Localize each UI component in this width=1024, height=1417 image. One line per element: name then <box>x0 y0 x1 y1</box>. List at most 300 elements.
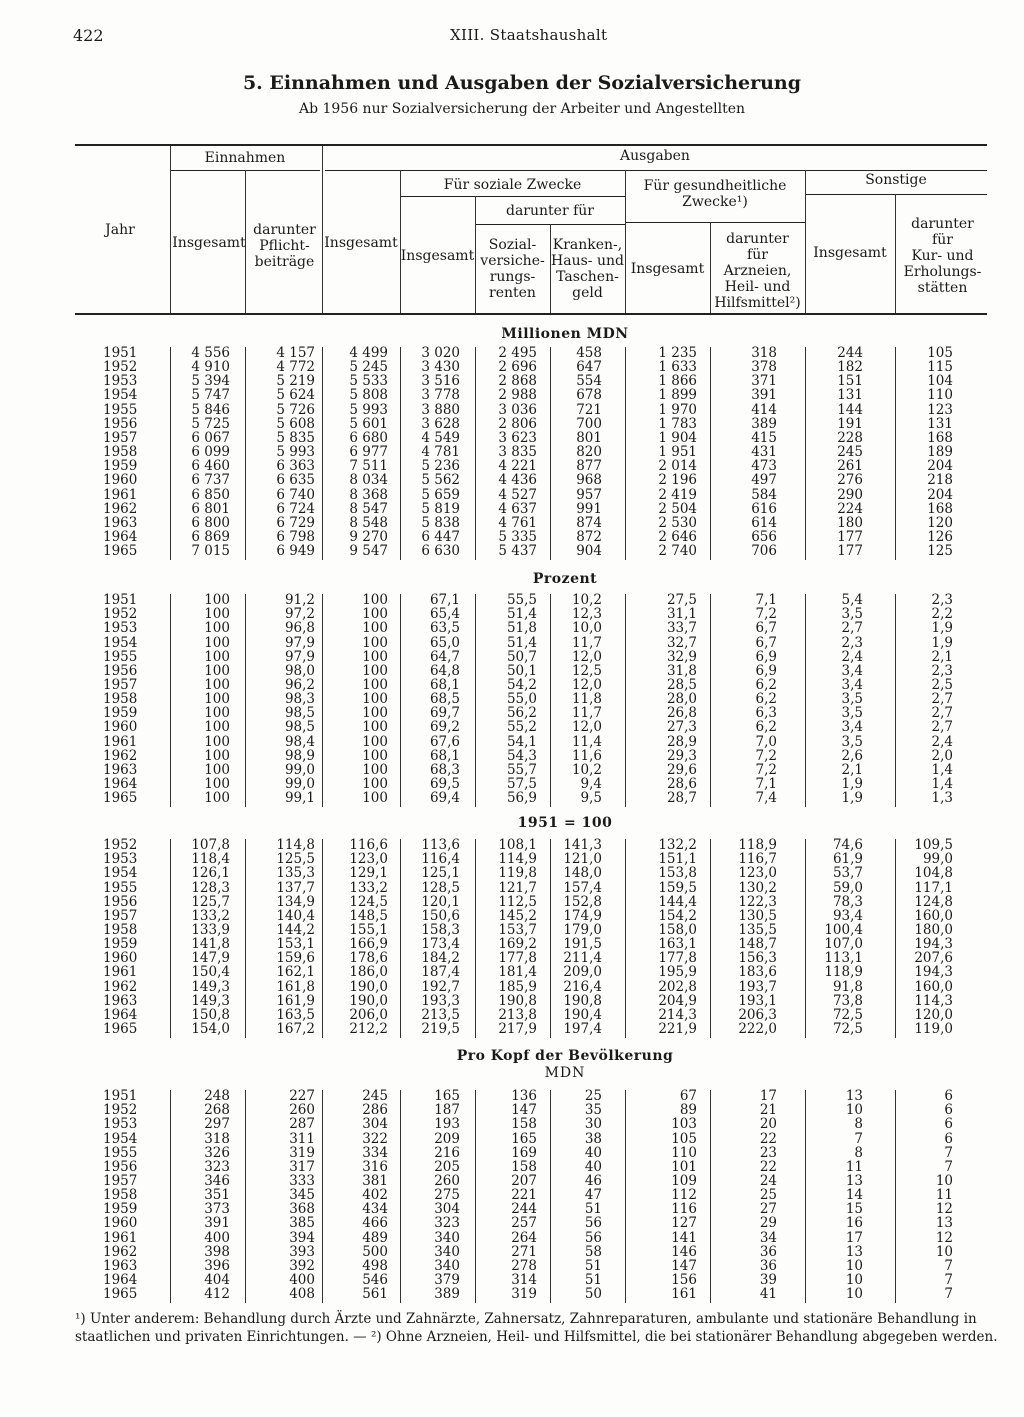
value-cell: 6 729 <box>276 514 315 531</box>
value-cell: 157,4 <box>563 879 602 896</box>
value-cell: 148,5 <box>349 907 388 924</box>
value-cell: 150,6 <box>421 907 460 924</box>
value-cell: 55,2 <box>506 719 537 736</box>
rule-ausgaben <box>325 170 987 171</box>
value-cell: 51,8 <box>506 620 537 637</box>
value-cell: 57,5 <box>506 776 537 792</box>
value-cell: 153,1 <box>276 936 315 952</box>
value-cell: 6,2 <box>755 719 777 736</box>
value-cell: 297 <box>204 1116 230 1133</box>
value-cell: 190,0 <box>349 992 388 1009</box>
value-cell: 346 <box>204 1172 230 1189</box>
value-cell: 8 548 <box>349 514 388 531</box>
value-cell: 3 516 <box>421 373 460 390</box>
value-cell: 100 <box>204 747 230 764</box>
value-cell: 150,4 <box>191 964 230 981</box>
table-row <box>0 735 1024 749</box>
value-cell: 498 <box>362 1257 388 1274</box>
value-cell: 389 <box>751 415 777 432</box>
value-cell: 98,9 <box>284 747 315 764</box>
value-cell: 165 <box>511 1130 537 1147</box>
value-cell: 216,4 <box>563 978 602 995</box>
value-cell: 119,8 <box>498 865 537 882</box>
value-cell: 69,5 <box>429 776 460 792</box>
value-cell: 119,0 <box>914 1021 953 1037</box>
value-cell: 100 <box>204 648 230 665</box>
value-cell: 6 800 <box>191 514 230 531</box>
value-cell: 40 <box>584 1158 602 1175</box>
value-cell: 61,9 <box>832 851 863 868</box>
value-cell: 120,0 <box>914 1006 953 1023</box>
value-cell: 27,3 <box>666 719 697 736</box>
year-cell: 1962 <box>103 747 138 764</box>
value-cell: 177 <box>837 543 863 560</box>
value-cell: 100 <box>362 676 388 693</box>
value-cell: 63,5 <box>429 620 460 637</box>
year-cell: 1959 <box>103 458 138 475</box>
year-cell: 1960 <box>103 719 138 736</box>
value-cell: 105 <box>927 345 953 361</box>
value-cell: 183,6 <box>738 964 777 981</box>
table-row <box>0 664 1024 678</box>
value-cell: 614 <box>751 514 777 531</box>
value-cell: 190,8 <box>498 992 537 1009</box>
section-label: Millionen MDN <box>501 326 629 342</box>
value-cell: 213,8 <box>498 1006 537 1023</box>
header-ausgaben: Ausgaben <box>620 148 690 164</box>
value-cell: 209 <box>434 1130 460 1147</box>
value-cell: 394 <box>289 1229 315 1246</box>
value-cell: 174,9 <box>563 907 602 924</box>
year-cell: 1965 <box>103 543 138 560</box>
value-cell: 144,4 <box>658 893 697 910</box>
value-cell: 10,2 <box>571 761 602 778</box>
value-cell: 2,3 <box>931 662 953 679</box>
table-row <box>0 937 1024 951</box>
value-cell: 402 <box>362 1187 388 1203</box>
value-cell: 5 335 <box>498 529 537 545</box>
rule-soziale <box>400 196 625 197</box>
value-cell: 134,9 <box>276 893 315 910</box>
value-cell: 54,3 <box>506 747 537 764</box>
table-row <box>0 923 1024 937</box>
year-cell: 1960 <box>103 950 138 967</box>
section-label: Pro Kopf der Bevölkerung <box>456 1048 674 1064</box>
value-cell: 191 <box>837 415 863 432</box>
value-cell: 158 <box>511 1116 537 1133</box>
value-cell: 107,0 <box>824 936 863 952</box>
value-cell: 212,2 <box>349 1021 388 1037</box>
value-cell: 5 236 <box>421 458 460 475</box>
value-cell: 326 <box>204 1144 230 1161</box>
value-cell: 39 <box>759 1272 777 1288</box>
year-cell: 1955 <box>103 648 138 665</box>
value-cell: 116,4 <box>421 851 460 868</box>
header-pflichtbeitraege: darunter Pflicht- beiträge <box>253 222 316 270</box>
value-cell: 67,6 <box>429 733 460 750</box>
table-row <box>0 951 1024 965</box>
value-cell: 6 850 <box>191 486 230 503</box>
value-cell: 154,2 <box>658 907 697 924</box>
year-cell: 1963 <box>103 1257 138 1274</box>
year-cell: 1954 <box>103 865 138 882</box>
value-cell: 1,4 <box>931 761 953 778</box>
table-row <box>0 346 1024 360</box>
value-cell: 10 <box>935 1172 953 1189</box>
value-cell: 130,5 <box>738 907 777 924</box>
value-cell: 74,6 <box>832 837 863 853</box>
value-cell: 141,8 <box>191 936 230 952</box>
value-cell: 2 988 <box>498 387 537 404</box>
value-cell: 2,4 <box>931 733 953 750</box>
value-cell: 458 <box>576 345 602 361</box>
value-cell: 7 511 <box>349 458 388 475</box>
value-cell: 1,9 <box>841 776 863 792</box>
value-cell: 147,9 <box>191 950 230 967</box>
table-row <box>0 791 1024 805</box>
value-cell: 150,8 <box>191 1006 230 1023</box>
header-top-rule <box>75 144 987 146</box>
year-cell: 1959 <box>103 1201 138 1218</box>
value-cell: 304 <box>362 1116 388 1133</box>
value-cell: 100 <box>204 761 230 778</box>
year-cell: 1961 <box>103 733 138 750</box>
value-cell: 5 608 <box>276 415 315 432</box>
value-cell: 392 <box>289 1257 315 1274</box>
value-cell: 3 623 <box>498 429 537 446</box>
value-cell: 12 <box>935 1229 953 1246</box>
value-cell: 678 <box>576 387 602 404</box>
value-cell: 158,3 <box>421 921 460 938</box>
value-cell: 125,7 <box>191 893 230 910</box>
value-cell: 29 <box>759 1215 777 1232</box>
value-cell: 100 <box>362 733 388 750</box>
value-cell: 2 868 <box>498 373 537 390</box>
value-cell: 190,4 <box>563 1006 602 1023</box>
value-cell: 54,1 <box>506 733 537 750</box>
value-cell: 6,3 <box>755 705 777 722</box>
value-cell: 190,0 <box>349 978 388 995</box>
value-cell: 98,5 <box>284 719 315 736</box>
value-cell: 25 <box>759 1187 777 1203</box>
value-cell: 110 <box>927 387 953 404</box>
value-cell: 103 <box>671 1116 697 1133</box>
value-cell: 7,1 <box>755 592 777 608</box>
value-cell: 110 <box>671 1144 697 1161</box>
value-cell: 877 <box>576 458 602 475</box>
year-cell: 1964 <box>103 1006 138 1023</box>
value-cell: 6 724 <box>276 500 315 517</box>
table-row <box>0 866 1024 880</box>
value-cell: 131 <box>837 387 863 404</box>
value-cell: 47 <box>584 1187 602 1203</box>
value-cell: 6,7 <box>755 620 777 637</box>
year-cell: 1959 <box>103 936 138 952</box>
value-cell: 616 <box>751 500 777 517</box>
value-cell: 10 <box>845 1286 863 1303</box>
value-cell: 466 <box>362 1215 388 1232</box>
value-cell: 144 <box>837 401 863 418</box>
value-cell: 28,7 <box>666 790 697 807</box>
value-cell: 51 <box>584 1272 602 1288</box>
value-cell: 148,0 <box>563 865 602 882</box>
value-cell: 100 <box>204 776 230 792</box>
header-bottom-rule <box>75 313 987 315</box>
year-cell: 1962 <box>103 1243 138 1260</box>
value-cell: 2,1 <box>931 648 953 665</box>
value-cell: 28,0 <box>666 691 697 707</box>
value-cell: 874 <box>576 514 602 531</box>
value-cell: 9,4 <box>580 776 602 792</box>
table-row <box>0 403 1024 417</box>
value-cell: 368 <box>289 1201 315 1218</box>
value-cell: 32,7 <box>666 634 697 651</box>
value-cell: 100 <box>362 776 388 792</box>
value-cell: 68,3 <box>429 761 460 778</box>
value-cell: 54,2 <box>506 676 537 693</box>
year-cell: 1962 <box>103 500 138 517</box>
value-cell: 12,0 <box>571 648 602 665</box>
value-cell: 13 <box>845 1172 863 1189</box>
value-cell: 340 <box>434 1229 460 1246</box>
value-cell: 31,1 <box>666 606 697 623</box>
value-cell: 248 <box>204 1088 230 1104</box>
value-cell: 159,5 <box>658 879 697 896</box>
value-cell: 1,3 <box>931 790 953 807</box>
table-row <box>0 593 1024 607</box>
value-cell: 415 <box>751 429 777 446</box>
value-cell: 271 <box>511 1243 537 1260</box>
value-cell: 6 <box>944 1130 953 1147</box>
table-row <box>0 1089 1024 1103</box>
value-cell: 126 <box>927 529 953 545</box>
value-cell: 820 <box>576 444 602 461</box>
table-row <box>0 763 1024 777</box>
header-gesundheitliche-zwecke: Für gesundheitliche Zwecke¹) <box>643 178 787 210</box>
value-cell: 154,0 <box>191 1021 230 1037</box>
value-cell: 261 <box>837 458 863 475</box>
year-cell: 1955 <box>103 879 138 896</box>
value-cell: 4 761 <box>498 514 537 531</box>
value-cell: 1,9 <box>841 790 863 807</box>
value-cell: 431 <box>751 444 777 461</box>
value-cell: 2 740 <box>658 543 697 560</box>
value-cell: 202,8 <box>658 978 697 995</box>
value-cell: 153,7 <box>498 921 537 938</box>
value-cell: 173,4 <box>421 936 460 952</box>
value-cell: 396 <box>204 1257 230 1274</box>
value-cell: 290 <box>837 486 863 503</box>
value-cell: 7,0 <box>755 733 777 750</box>
table-row <box>0 678 1024 692</box>
value-cell: 404 <box>204 1272 230 1288</box>
value-cell: 7 <box>944 1158 953 1175</box>
year-cell: 1961 <box>103 964 138 981</box>
value-cell: 6 949 <box>276 543 315 560</box>
value-cell: 182 <box>837 359 863 376</box>
table-row <box>0 749 1024 763</box>
value-cell: 221 <box>511 1187 537 1203</box>
value-cell: 181,4 <box>498 964 537 981</box>
year-cell: 1951 <box>103 592 138 608</box>
value-cell: 5 835 <box>276 429 315 446</box>
value-cell: 159,6 <box>276 950 315 967</box>
table-row <box>0 852 1024 866</box>
value-cell: 10,2 <box>571 592 602 608</box>
table-row <box>0 621 1024 635</box>
value-cell: 656 <box>751 529 777 545</box>
value-cell: 100 <box>362 592 388 608</box>
value-cell: 100 <box>362 634 388 651</box>
value-cell: 206,0 <box>349 1006 388 1023</box>
value-cell: 400 <box>289 1272 315 1288</box>
table-row <box>0 1188 1024 1202</box>
value-cell: 136 <box>511 1088 537 1104</box>
value-cell: 3,5 <box>841 691 863 707</box>
value-cell: 3,4 <box>841 676 863 693</box>
table-row <box>0 777 1024 791</box>
value-cell: 340 <box>434 1257 460 1274</box>
value-cell: 127 <box>671 1215 697 1232</box>
value-cell: 100 <box>204 790 230 807</box>
value-cell: 124,5 <box>349 893 388 910</box>
year-cell: 1956 <box>103 662 138 679</box>
value-cell: 497 <box>751 472 777 489</box>
value-cell: 345 <box>289 1187 315 1203</box>
value-cell: 105 <box>671 1130 697 1147</box>
header-jahr: Jahr <box>105 222 135 238</box>
value-cell: 2 014 <box>658 458 697 475</box>
value-cell: 133,2 <box>191 907 230 924</box>
value-cell: 5 725 <box>191 415 230 432</box>
value-cell: 317 <box>289 1158 315 1175</box>
value-cell: 2,3 <box>931 592 953 608</box>
value-cell: 6 067 <box>191 429 230 446</box>
value-cell: 13 <box>845 1088 863 1104</box>
value-cell: 389 <box>434 1286 460 1303</box>
table-row <box>0 1216 1024 1230</box>
value-cell: 2,7 <box>931 705 953 722</box>
year-cell: 1953 <box>103 1116 138 1133</box>
table-row <box>0 445 1024 459</box>
value-cell: 128,3 <box>191 879 230 896</box>
value-cell: 73,8 <box>832 992 863 1009</box>
value-cell: 207,6 <box>914 950 953 967</box>
value-cell: 65,0 <box>429 634 460 651</box>
value-cell: 24 <box>759 1172 777 1189</box>
value-cell: 5,4 <box>841 592 863 608</box>
value-cell: 177,8 <box>658 950 697 967</box>
value-cell: 10,0 <box>571 620 602 637</box>
value-cell: 64,8 <box>429 662 460 679</box>
rule-sonstige <box>805 194 987 195</box>
value-cell: 4 499 <box>349 345 388 361</box>
year-cell: 1957 <box>103 676 138 693</box>
value-cell: 6 801 <box>191 500 230 517</box>
table-row <box>0 516 1024 530</box>
value-cell: 129,1 <box>349 865 388 882</box>
value-cell: 168 <box>927 429 953 446</box>
value-cell: 207 <box>511 1172 537 1189</box>
value-cell: 217,9 <box>498 1021 537 1037</box>
value-cell: 96,2 <box>284 676 315 693</box>
value-cell: 112,5 <box>498 893 537 910</box>
value-cell: 260 <box>289 1102 315 1119</box>
value-cell: 3 020 <box>421 345 460 361</box>
value-cell: 116 <box>671 1201 697 1218</box>
value-cell: 15 <box>845 1201 863 1218</box>
value-cell: 100 <box>362 606 388 623</box>
value-cell: 351 <box>204 1187 230 1203</box>
value-cell: 3 430 <box>421 359 460 376</box>
value-cell: 4 527 <box>498 486 537 503</box>
value-cell: 189 <box>927 444 953 461</box>
value-cell: 22 <box>759 1130 777 1147</box>
value-cell: 244 <box>511 1201 537 1218</box>
value-cell: 97,9 <box>284 634 315 651</box>
value-cell: 8 368 <box>349 486 388 503</box>
value-cell: 957 <box>576 486 602 503</box>
value-cell: 100 <box>362 620 388 637</box>
value-cell: 904 <box>576 543 602 560</box>
value-cell: 489 <box>362 1229 388 1246</box>
value-cell: 1 951 <box>658 444 697 461</box>
value-cell: 161,9 <box>276 992 315 1009</box>
value-cell: 98,3 <box>284 691 315 707</box>
value-cell: 153,8 <box>658 865 697 882</box>
year-cell: 1963 <box>103 514 138 531</box>
value-cell: 68,1 <box>429 747 460 764</box>
value-cell: 125,1 <box>421 865 460 882</box>
value-cell: 130,2 <box>738 879 777 896</box>
value-cell: 124,8 <box>914 893 953 910</box>
value-cell: 51 <box>584 1201 602 1218</box>
value-cell: 34 <box>759 1229 777 1246</box>
value-cell: 146 <box>671 1243 697 1260</box>
value-cell: 193,7 <box>738 978 777 995</box>
value-cell: 211,4 <box>563 950 602 967</box>
value-cell: 14 <box>845 1187 863 1203</box>
year-cell: 1955 <box>103 1144 138 1161</box>
value-cell: 31,8 <box>666 662 697 679</box>
year-cell: 1960 <box>103 1215 138 1232</box>
value-cell: 7,2 <box>755 747 777 764</box>
value-cell: 1,9 <box>931 620 953 637</box>
table-row <box>0 1259 1024 1273</box>
value-cell: 107,8 <box>191 837 230 853</box>
year-cell: 1955 <box>103 401 138 418</box>
value-cell: 168 <box>927 500 953 517</box>
year-cell: 1961 <box>103 486 138 503</box>
value-cell: 169,2 <box>498 936 537 952</box>
value-cell: 3,4 <box>841 662 863 679</box>
value-cell: 12,0 <box>571 719 602 736</box>
value-cell: 5 726 <box>276 401 315 418</box>
value-cell: 68,1 <box>429 676 460 693</box>
value-cell: 152,8 <box>563 893 602 910</box>
footnotes: ¹) Unter anderem: Behandlung durch Ärzte und Zahnärzte, Zahnersatz, Zahnreparaturen, ambulante und stationäre Behandlung in staatlichen und privaten Einrichtungen. — ²) Ohne Arzneien, Heil- und Hilfsmittel, die bei stationärer Behandlung abgegeben werden. <box>75 1311 998 1345</box>
value-cell: 158,0 <box>658 921 697 938</box>
value-cell: 2 419 <box>658 486 697 503</box>
section-label: 1951 = 100 <box>517 815 613 831</box>
value-cell: 393 <box>289 1243 315 1260</box>
value-cell: 126,1 <box>191 865 230 882</box>
value-cell: 5 219 <box>276 373 315 390</box>
value-cell: 72,5 <box>832 1021 863 1037</box>
value-cell: 7,2 <box>755 761 777 778</box>
value-cell: 7 <box>854 1130 863 1147</box>
header-sozialversicherungsrenten: Sozial- versiche- rungs- renten <box>480 237 545 301</box>
